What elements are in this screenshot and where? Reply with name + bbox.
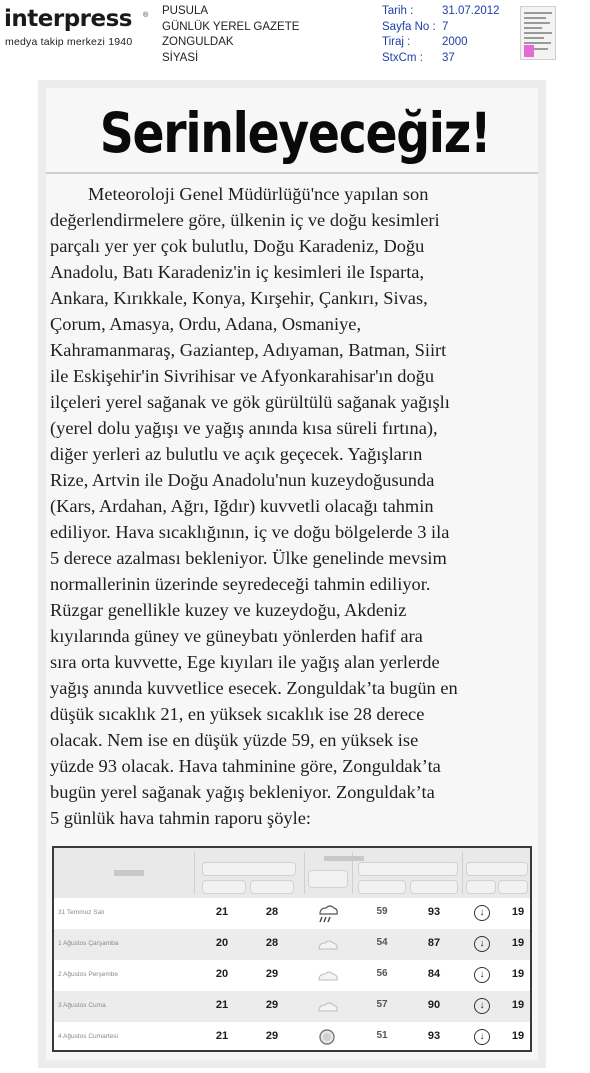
forecast-wind-speed: 19 [511,937,525,949]
forecast-humidity-max: 93 [427,1030,441,1042]
logo-tagline: medya takip merkezi 1940 [5,36,133,48]
forecast-wind-speed: 19 [511,906,525,918]
article-clipping [38,80,546,1068]
forecast-row [54,929,530,960]
forecast-min-temp: 21 [215,1030,229,1042]
forecast-row [54,960,530,991]
forecast-row [54,898,530,929]
forecast-table [52,846,532,1052]
detail-page: Sayfa No : 7 [382,20,449,33]
article-text-line: yağış anında kuvvetlice esecek. Zonguldak’ta bugün en [50,678,458,698]
partly-cloudy-icon [314,995,340,1017]
forecast-humidity-min: 51 [376,1030,388,1041]
page-thumbnail[interactable] [520,6,556,60]
detail-circulation: Tiraj : 2000 [382,36,468,48]
forecast-humidity-min: 57 [376,999,388,1010]
forecast-wind-speed: 19 [511,1030,525,1042]
forecast-humidity-max: 93 [427,906,441,918]
article-text-line: Rize, Artvin ile Doğu Anadolu'nun kuzeydoğusunda [50,470,435,490]
forecast-min-temp: 20 [215,968,229,980]
publication-name: PUSULA [162,5,209,17]
article-text-line: Ankara, Kırıkkale, Konya, Kırşehir, Çankırı, Sivas, [50,288,428,308]
article-text-line: Anadolu, Batı Karadeniz'in iç kesimleri ile Isparta, [50,262,425,282]
article-text-line: değerlendirmelere göre, ülkenin iç ve doğu kesimleri [50,210,440,230]
forecast-humidity-min: 54 [376,937,388,948]
forecast-humidity-max: 90 [427,999,441,1011]
article-text-line: sıra orta kuvvette, Ege kıyıları ile yağış alan yerlerde [50,652,440,672]
logo-registered-mark: ® [143,12,149,19]
article-text-line: Meteoroloji Genel Müdürlüğü'nce yapılan son [88,184,429,204]
forecast-wind-speed: 19 [511,999,525,1011]
article-text-line: ediliyor. Hava sıcaklığının, iç ve doğu bölgelerde 3 ila [50,522,450,542]
forecast-day: 3 Ağustos Cuma [58,1002,106,1009]
logo-wordmark: interpress [4,6,132,32]
article-text-line: (Kars, Ardahan, Ağrı, Iğdır) kuvvetli olacağı tahmin [50,496,434,516]
forecast-humidity-max: 87 [427,937,441,949]
article-text-line: parçalı yer yer çok bulutlu, Doğu Karadeniz, Doğu [50,236,425,256]
article-text-line: bugün yerel sağanak yağış bekleniyor. Zonguldak’ta [50,782,435,802]
article-text-line: diğer yerleri az bulutlu ve açık geçecek. Yağışların [50,444,423,464]
publication-section: SİYASİ [162,51,199,64]
forecast-table-header [54,848,530,898]
publication-city: ZONGULDAK [162,36,234,48]
partly-cloudy-icon [314,933,340,955]
clipping-details [382,4,512,66]
article-text-line: kıyılarında güney ve güneybatı yönlerden hafif ara [50,626,423,646]
article-text-line: yüzde 93 olacak. Hava tahminine göre, Zonguldak’ta [50,756,441,776]
detail-stxcm: StxCm : 37 [382,51,455,64]
forecast-max-temp: 29 [265,968,279,980]
forecast-day: 4 Ağustos Cumartesi [58,1033,118,1040]
forecast-humidity-max: 84 [427,968,441,980]
thumbnail-highlight [524,45,534,57]
article-text-line: Çorum, Amasya, Ordu, Adana, Osmaniye, [50,314,362,334]
publication-type: GÜNLÜK YEREL GAZETE [162,20,300,33]
wind-direction-icon: ↓ [474,967,490,983]
detail-date: Tarih : 31.07.2012 [382,5,500,17]
article-text-line: ile Eskişehir'in Sivrihisar ve Afyonkarahisar'ın doğu [50,366,435,386]
forecast-day: 2 Ağustos Perşembe [58,971,118,978]
wind-direction-icon: ↓ [474,998,490,1014]
article-text-line: düşük sıcaklık 21, en yüksek sıcaklık ise 28 derece [50,704,425,724]
forecast-wind-speed: 19 [511,968,525,980]
forecast-row [54,1022,530,1053]
article-text-line: 5 derece azalması bekleniyor. Ülke genelinde mevsim [50,548,447,568]
forecast-day: 31 Temmuz Salı [58,909,105,916]
article-text [50,181,534,831]
rain-shower-icon [314,902,340,924]
sunny-icon [314,1026,340,1048]
forecast-humidity-min: 56 [376,968,388,979]
forecast-max-temp: 29 [265,999,279,1011]
article-text-line: (yerel dolu yağışı ve yağış anında kısa süreli fırtına), [50,418,438,438]
article-text-line: normallerinin üzerinde seyredeceği tahmin ediliyor. [50,574,431,594]
forecast-row [54,991,530,1022]
partly-cloudy-icon [314,964,340,986]
wind-direction-icon: ↓ [474,1029,490,1045]
article-text-line: Kahramanmaraş, Gaziantep, Adıyaman, Batman, Siirt [50,340,447,360]
wind-direction-icon: ↓ [474,905,490,921]
source-info [162,4,299,66]
article-text-line: olacak. Nem ise en düşük yüzde 59, en yüksek ise [50,730,419,750]
wind-direction-icon: ↓ [474,936,490,952]
forecast-max-temp: 29 [265,1030,279,1042]
forecast-day: 1 Ağustos Çarşamba [58,940,119,947]
forecast-humidity-min: 59 [376,906,388,917]
forecast-min-temp: 21 [215,999,229,1011]
article-body-area [46,88,538,1060]
forecast-max-temp: 28 [265,937,279,949]
headline-divider [46,172,538,174]
forecast-min-temp: 21 [215,906,229,918]
interpress-logo [4,6,150,50]
forecast-max-temp: 28 [265,906,279,918]
article-text-line: 5 günlük hava tahmin raporu şöyle: [50,808,311,828]
forecast-min-temp: 20 [215,937,229,949]
article-text-line: ilçeleri yerel sağanak ve gök gürültülü sağanak yağışlı [50,392,450,412]
article-text-line: Rüzgar genellikle kuzey ve kuzeydoğu, Akdeniz [50,600,407,620]
article-headline: Serinleyeceğiz! [99,101,491,165]
